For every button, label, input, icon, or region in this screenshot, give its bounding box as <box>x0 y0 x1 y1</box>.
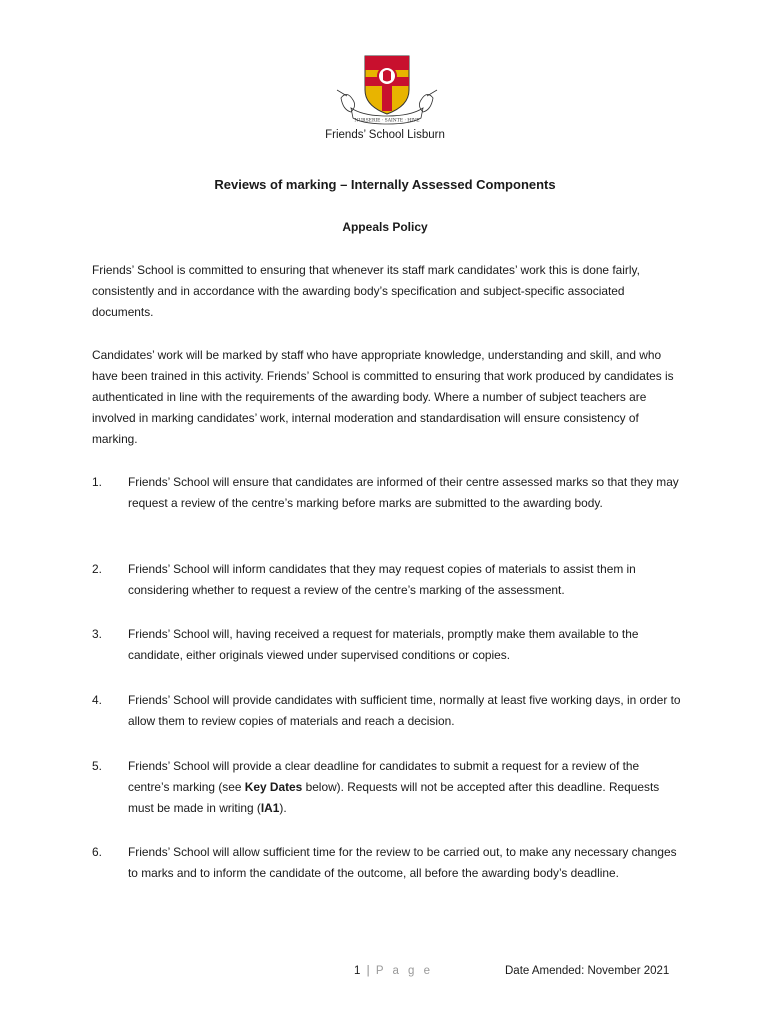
list-text: Friends’ School will inform candidates that they may request copies of materials to assist them in considering whether to request a review of the centre’s marking of the assessment. <box>128 562 636 597</box>
list-number: 5. <box>92 759 102 773</box>
page-number: 1 <box>354 965 361 977</box>
svg-text:NURSERIE · SAINTE · HIVE: NURSERIE · SAINTE · HIVE <box>354 118 420 124</box>
school-name: Friends’ School Lisburn <box>325 129 445 141</box>
page-separator: | <box>366 965 370 977</box>
list-number: 4. <box>92 693 102 707</box>
document-subtitle: Appeals Policy <box>342 220 428 234</box>
list-text-part: below). Requests will not be accepted after this deadline. Requests must be made in writing ( <box>128 780 660 815</box>
page-indicator <box>354 965 433 977</box>
list-text <box>128 756 682 819</box>
list-number: 6. <box>92 845 102 859</box>
list-text: Friends’ School will, having received a request for materials, promptly make them available to the candidate, either originals viewed under supervised conditions or copies. <box>128 627 639 662</box>
document-title: Reviews of marking – Internally Assessed Components <box>214 177 556 192</box>
list-text-part: ). <box>279 801 287 815</box>
school-crest-logo <box>333 50 441 126</box>
list-text: Friends’ School will allow sufficient time for the review to be carried out, to make any necessary changes to marks and to inform the candidate of the outcome, all before the awarding body’s deadline. <box>128 845 677 880</box>
list-text: Friends’ School will ensure that candidates are informed of their centre assessed marks so that they may request a review of the centre’s marking before marks are submitted to the awarding body. <box>128 475 679 510</box>
list-number: 1. <box>92 475 102 489</box>
form-reference: IA1 <box>260 801 280 815</box>
intro-paragraph: Friends’ School is committed to ensuring that whenever its staff mark candidates’ work this is done fairly, consistently and in accordance with the awarding body’s specification and subject-specific associated documents. <box>92 263 640 319</box>
page-word: P a g e <box>375 965 434 977</box>
list-number: 3. <box>92 627 102 641</box>
key-dates-reference: Key Dates <box>244 780 303 794</box>
list-text: Friends’ School will provide candidates with sufficient time, normally at least five working days, in order to allow them to review copies of materials and reach a decision. <box>128 693 681 728</box>
list-number: 2. <box>92 562 102 576</box>
date-amended: Date Amended: November 2021 <box>505 965 670 977</box>
list-text-part: Friends’ School will provide a clear deadline for candidates to submit a request for a review of the centre’s marking (see <box>128 759 640 794</box>
marking-paragraph: Candidates’ work will be marked by staff who have appropriate knowledge, understanding and skill, and who have been trained in this activity. Friends’ School is committed to ensuring that work produced by candidates is authenticated in line with the requirements of the awarding body. Where a number of subject teachers are involved in marking candidates’ work, internal moderation and standardisation will ensure consistency of marking. <box>92 348 674 446</box>
